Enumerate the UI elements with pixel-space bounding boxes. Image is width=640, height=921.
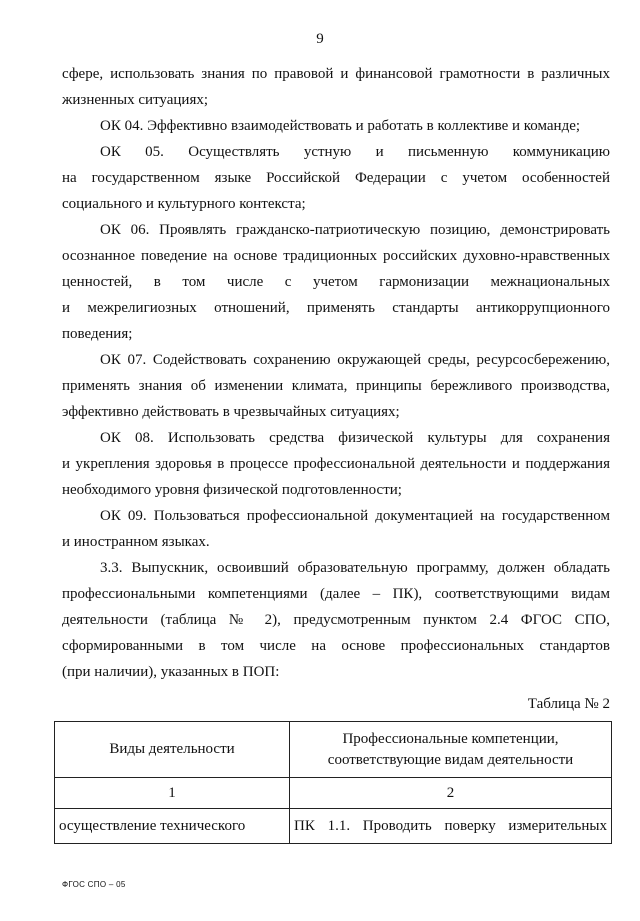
ok08-line: ОК 08. Использовать средства физической культуры для сохранения bbox=[100, 430, 610, 446]
table-caption: Таблица № 2 bbox=[527, 696, 610, 712]
ok04-paragraph: ОК 04. Эффективно взаимодействовать и работать в коллективе и команде; bbox=[100, 118, 581, 134]
column-number: 1 bbox=[55, 778, 290, 809]
header-activity-types: Виды деятельности bbox=[55, 722, 290, 778]
section-3-3-line: профессиональными компетенциями (далее – ПК), соответствующими видам bbox=[62, 586, 610, 602]
section-3-3-line: (при наличии), указанных в ПОП: bbox=[62, 664, 280, 680]
paragraph-line: жизненных ситуациях; bbox=[62, 92, 209, 108]
ok06-line: осознанное поведение на основе традиционных российских духовно-нравственных bbox=[62, 248, 610, 264]
ok09-line: ОК 09. Пользоваться профессиональной документацией на государственном bbox=[100, 508, 610, 524]
paragraph-line: сфере, использовать знания по правовой и финансовой грамотности в различных bbox=[62, 66, 610, 82]
ok08-line: и укрепления здоровья в процессе профессиональной деятельности и поддержания bbox=[62, 456, 610, 472]
table-number-row bbox=[55, 778, 612, 809]
ok08-line: необходимого уровня физической подготовленности; bbox=[62, 482, 402, 498]
ok05-line: социального и культурного контекста; bbox=[62, 196, 306, 212]
ok05-line: ОК 05. Осуществлять устную и письменную коммуникацию bbox=[100, 144, 610, 160]
page-number: 9 bbox=[316, 31, 324, 47]
header-competencies-line: Профессиональные компетенции, bbox=[342, 730, 559, 747]
ok07-line: ОК 07. Содействовать сохранению окружающей среды, ресурсосбережению, bbox=[100, 352, 610, 368]
competency-cell: ПК 1.1. Проводить поверку измерительных bbox=[290, 809, 612, 844]
ok06-line: и межрелигиозных отношений, применять стандарты антикоррупционного bbox=[62, 300, 610, 316]
ok06-line: ценностей, в том числе с учетом гармонизации межнациональных bbox=[62, 274, 610, 290]
document-body bbox=[62, 61, 610, 717]
header-competencies-line: соответствующие видам деятельности bbox=[327, 751, 574, 768]
ok07-line: применять знания об изменении климата, принципы бережливого производства, bbox=[62, 378, 610, 394]
table-header-row bbox=[55, 722, 612, 778]
ok06-line: ОК 06. Проявлять гражданско-патриотическую позицию, демонстрировать bbox=[100, 222, 610, 238]
ok05-line: на государственном языке Российской Федерации с учетом особенностей bbox=[62, 170, 610, 186]
competency-table bbox=[54, 721, 612, 844]
header-competencies bbox=[290, 722, 612, 778]
activity-cell: осуществление технического bbox=[55, 809, 290, 844]
column-number: 2 bbox=[290, 778, 612, 809]
ok06-line: поведения; bbox=[62, 326, 133, 342]
table-row bbox=[55, 809, 612, 844]
footer-mark: ФГОС СПО – 05 bbox=[62, 880, 126, 889]
section-3-3-line: 3.3. Выпускник, освоивший образовательную программу, должен обладать bbox=[100, 560, 610, 576]
ok07-line: эффективно действовать в чрезвычайных ситуациях; bbox=[62, 404, 400, 420]
section-3-3-line: деятельности (таблица № 2), предусмотренным пунктом 2.4 ФГОС СПО, bbox=[62, 612, 610, 628]
ok09-line: и иностранном языках. bbox=[62, 534, 210, 550]
section-3-3-line: сформированными в том числе на основе профессиональных стандартов bbox=[62, 638, 610, 654]
